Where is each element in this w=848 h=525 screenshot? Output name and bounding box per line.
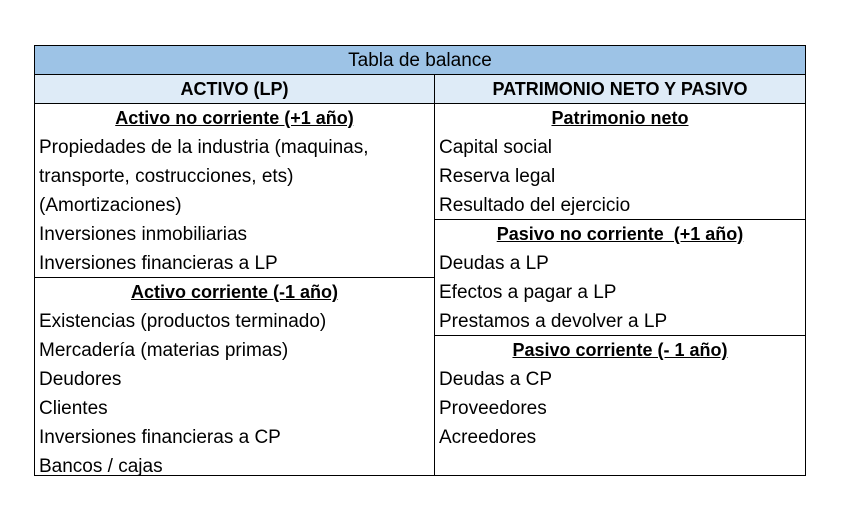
section-activo-no-corriente [35, 104, 434, 278]
column-header-patrimonio-pasivo: PATRIMONIO NETO Y PASIVO [492, 79, 748, 99]
list-item: Existencias (productos terminado) [39, 311, 327, 332]
list-item: Inversiones financieras a LP [39, 253, 278, 274]
list-item: Proveedores [439, 398, 547, 419]
list-item: Inversiones inmobiliarias [39, 224, 248, 245]
list-item: (Amortizaciones) [39, 195, 182, 216]
list-item: Deudores [39, 369, 122, 390]
list-item: Inversiones financieras a CP [39, 427, 281, 448]
list-item: Reserva legal [439, 166, 556, 187]
list-item: Mercadería (materias primas) [39, 340, 289, 361]
section-heading: Activo no corriente (+1 año) [115, 108, 354, 128]
balance-table [34, 45, 806, 476]
list-item: Bancos / cajas [39, 456, 163, 477]
list-item: Acreedores [439, 427, 537, 448]
section-pasivo-no-corriente [435, 220, 805, 336]
section-heading: Pasivo no corriente (+1 año) [496, 224, 744, 244]
table-title: Tabla de balance [35, 46, 805, 75]
section-heading: Pasivo corriente (- 1 año) [512, 340, 728, 360]
list-item: Deudas a CP [439, 369, 553, 390]
column-header-activo: ACTIVO (LP) [35, 75, 435, 103]
list-item: Capital social [439, 137, 552, 158]
section-heading: Activo corriente (-1 año) [130, 282, 339, 302]
column-header-row [35, 75, 805, 104]
section-pasivo-corriente [435, 336, 805, 452]
patrimonio-pasivo-column [435, 104, 805, 475]
list-item: Clientes [39, 398, 108, 419]
list-item: Resultado del ejercicio [439, 195, 631, 216]
activo-column [35, 104, 435, 475]
section-activo-corriente [35, 278, 434, 481]
section-patrimonio-neto [435, 104, 805, 220]
list-item: Efectos a pagar a LP [439, 282, 617, 303]
list-item: Deudas a LP [439, 253, 549, 274]
list-item: Propiedades de la industria (maquinas, [39, 137, 369, 158]
list-item: Prestamos a devolver a LP [439, 311, 668, 332]
list-item: transporte, costrucciones, ets) [39, 166, 294, 187]
section-heading: Patrimonio neto [551, 108, 689, 128]
